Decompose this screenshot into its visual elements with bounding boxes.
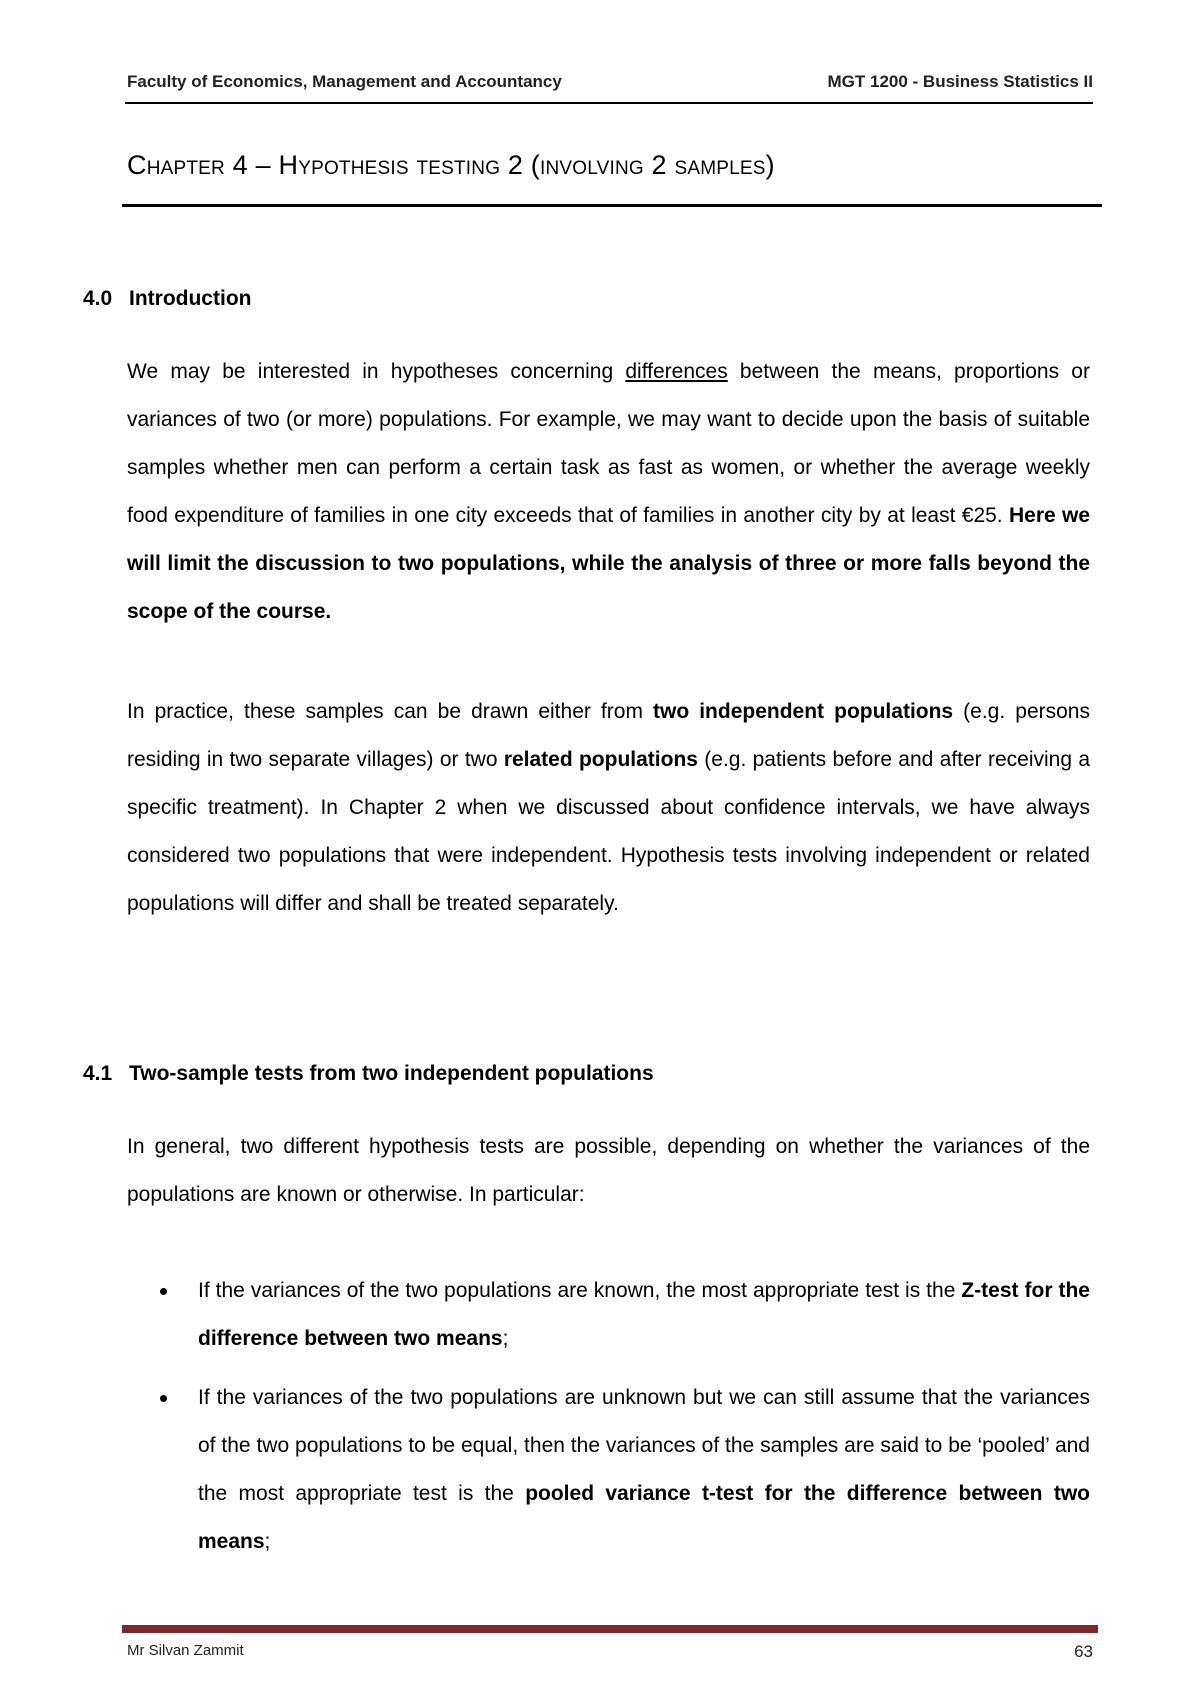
chapter-divider [122, 204, 1102, 207]
bold-term: related populations [503, 748, 698, 771]
text-run: (e.g. patients before and after receiving a specific treatment). In Chapter 2 when we discussed about confidence intervals, we have always considered two populations that were independent. Hypothesis tests involving independent or related populations will differ and shall be treated separately. [127, 748, 1090, 915]
header-course: MGT 1200 - Business Statistics II [827, 72, 1093, 91]
text-run: If the variances of the two populations are known, the most appropriate test is the [198, 1279, 962, 1302]
underlined-term: differences [625, 360, 728, 383]
section-number: 4.1 [83, 1062, 113, 1085]
header-faculty: Faculty of Economics, Management and Accountancy [127, 72, 562, 91]
section-title: Introduction [129, 287, 252, 310]
text-run: If the variances of the two populations are unknown but we can still assume that the variances of the two populations to be equal, then the variances of the samples are said to be ‘pooled’ and the most appropriate test is the [198, 1386, 1090, 1505]
list-item [127, 1267, 1090, 1363]
intro-paragraph-1 [127, 348, 1090, 636]
bold-statement: Here we will limit the discussion to two populations, while the analysis of three or more falls beyond the scope of the course. [127, 504, 1091, 623]
bold-term: two independent populations [653, 700, 954, 723]
text-run: (e.g. persons residing in two separate villages) or two [127, 700, 1090, 771]
test-bullet-list [127, 1267, 1090, 1577]
section-title: Two-sample tests from two independent populations [129, 1062, 654, 1085]
bullet-icon [160, 1288, 167, 1295]
bold-term: pooled variance t-test for the difference between two means [198, 1482, 1091, 1553]
bullet-icon [160, 1395, 167, 1402]
section-4-1-paragraph: In general, two different hypothesis tests are possible, depending on whether the variances of the populations are known or otherwise. In particular: [127, 1135, 1090, 1206]
running-header [127, 72, 1093, 98]
header-divider [125, 102, 1093, 104]
section-number: 4.0 [83, 287, 113, 310]
section-heading-introduction [83, 287, 251, 311]
text-run: ; [502, 1327, 509, 1350]
footer-author: Mr Silvan Zammit [127, 1642, 244, 1659]
text-run: In practice, these samples can be drawn either from [127, 700, 653, 723]
text-run: ; [264, 1530, 271, 1553]
text-run: between the means, proportions or variances of two (or more) populations. For example, we may want to decide upon the basis of suitable samples whether men can perform a certain task as fast as women, or whether the average weekly food expenditure of families in one city exceeds that of families in another city by at least €25. [127, 360, 1090, 527]
intro-paragraph-2 [127, 688, 1090, 928]
bold-term: Z-test for the difference between two means [198, 1279, 1090, 1350]
page-number: 63 [1074, 1642, 1093, 1661]
chapter-title: Chapter 4 – Hypothesis testing 2 (involving 2 samples) [127, 150, 775, 180]
footer-divider [122, 1625, 1098, 1633]
list-item [127, 1374, 1090, 1566]
text-run: We may be interested in hypotheses concerning [127, 360, 626, 383]
section-heading-independent-populations [83, 1062, 654, 1086]
